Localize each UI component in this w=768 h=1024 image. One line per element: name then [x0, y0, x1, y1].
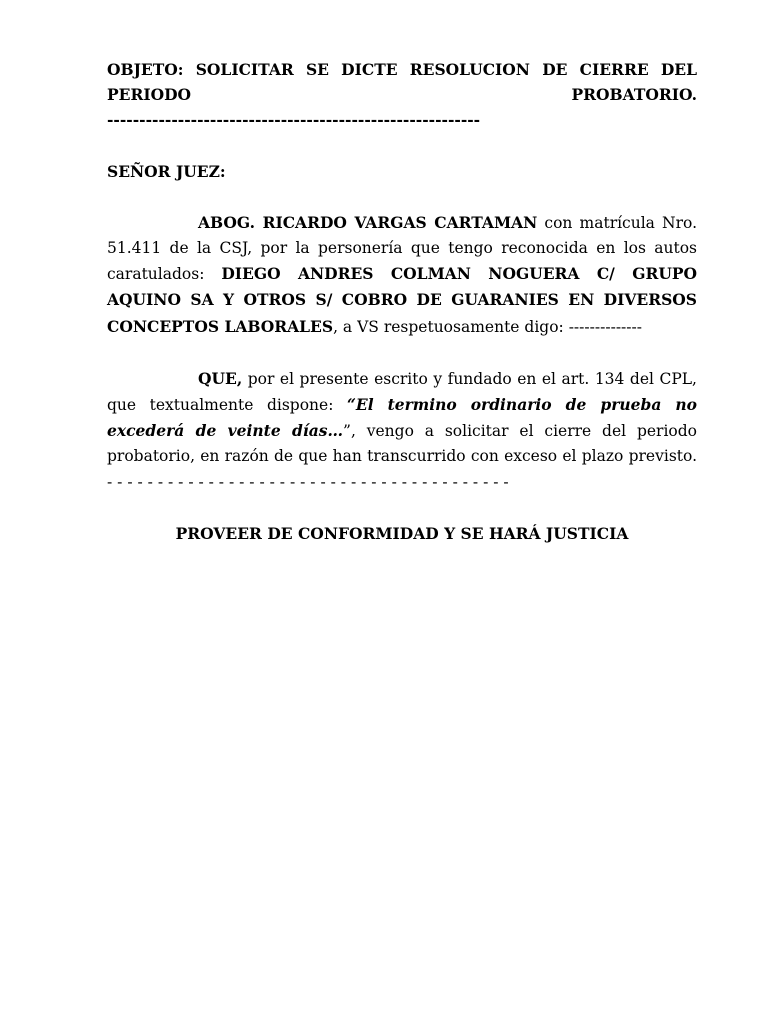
objeto-periodo: PERIODO — [107, 85, 192, 105]
paragraph-2 — [107, 366, 697, 495]
paragraph-2-dashes: - - - - - - - - - - - - - - - - - - - - - - - - - - - - - - - - - - - - - - - - — [107, 472, 509, 491]
paragraph-1-text-2: , a VS respetuosamente digo: — [333, 317, 564, 336]
closing-statement: PROVEER DE CONFORMIDAD Y SE HARÁ JUSTICIA — [175, 523, 629, 543]
document-page — [107, 57, 697, 546]
paragraph-1 — [107, 210, 697, 340]
objeto-probatorio: PROBATORIO. — [571, 85, 697, 105]
salutation: SEÑOR JUEZ: — [107, 161, 226, 181]
paragraph-2-text-2: ”, vengo a solicitar el cierre del periodo probatorio, en razón de que han transcurrido con exceso el plazo previsto. — [107, 422, 698, 466]
que-word: QUE, — [198, 368, 243, 388]
case-title: DIEGO ANDRES COLMAN NOGUERA C/ GRUPO AQUINO SA Y OTROS S/ COBRO DE GUARANIES EN DIVERSOS CONCEPTOS LABORALES — [107, 264, 697, 336]
attorney-name: ABOG. RICARDO VARGAS CARTAMAN — [198, 212, 538, 232]
objeto-line-1: OBJETO: SOLICITAR SE DICTE RESOLUCION DE CIERRE DEL — [107, 60, 697, 79]
paragraph-1-dashes: -------------- — [568, 317, 643, 336]
paragraph-2-text-1: por el presente escrito y fundado en el art. 134 del CPL, que textualmente dispone: — [107, 369, 697, 415]
objeto-dashes: ---------------------------------------------------------- — [107, 110, 481, 130]
legal-quote: “El termino ordinario de prueba no excederá de veinte días… — [107, 395, 697, 441]
objeto-line-2 — [107, 82, 697, 107]
paragraph-1-text-1: con matrícula Nro. 51.411 de la CSJ, por la personería que tengo reconocida en los autos caratulados: — [107, 213, 697, 284]
